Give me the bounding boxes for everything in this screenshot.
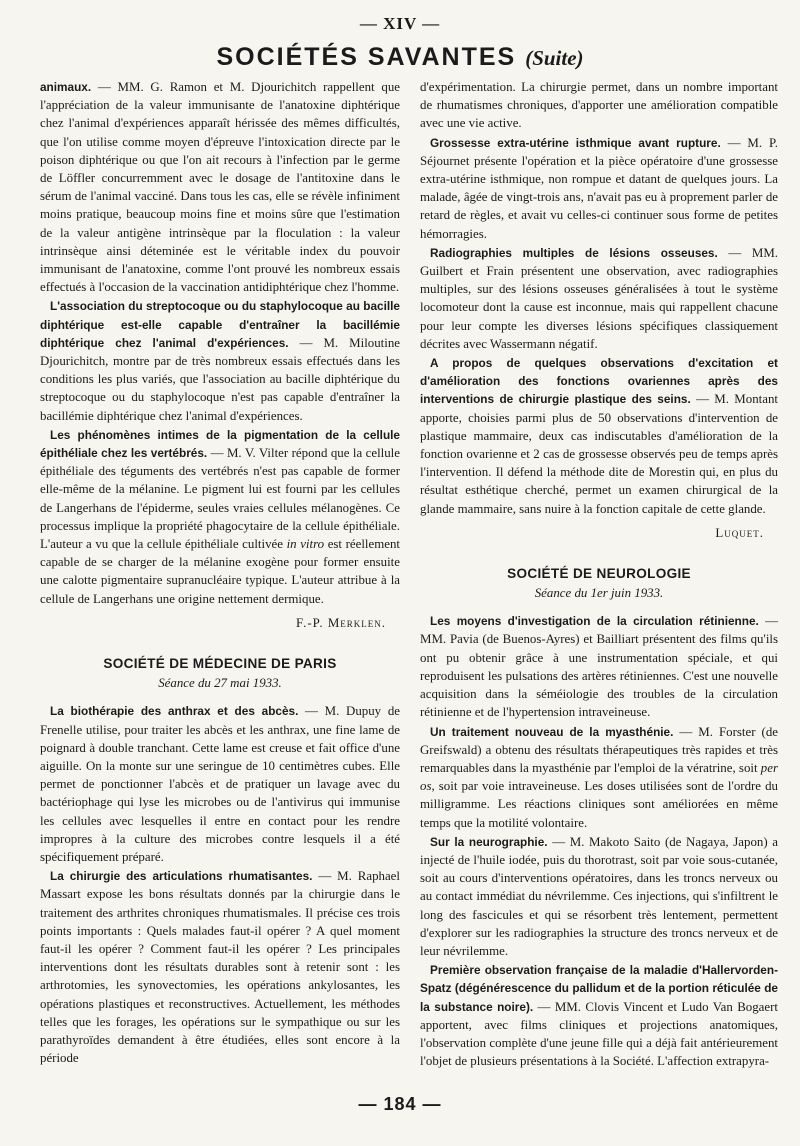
section-date: Séance du 27 mai 1933. [158,676,282,691]
article-paragraph: Radiographies multiples de lésions osseuses. — MM. Guilbert et Frain présentent une observation, avec radiographies multiples, sur des lésions osseuses généralisées à tout le système locomoteur dont la cause est inconnue, mais qui rappellent chacune pour leur compte les diverses lésions spécifiques classiquement décrites avec Wassermann négatif. [420,245,778,351]
article-paragraph: Grossesse extra-utérine isthmique avant rupture. — M. P. Séjournet présente l'opération et la pièce opératoire d'une grossesse extra-utérine isthmique, non rompue et datant de quelques jours. La malade, âgée de vingt-trois ans, n'avait pas eu à proprement parler de retard de règles, et avait vu celles-ci continuer sous forme de petites hémorragies. [420,135,778,241]
article-paragraph: Un traitement nouveau de la myasthénie. — M. Forster (de Greifswald) a obtenu des résultats thérapeutiques très rapides et très remarquables dans la myasthénie par l'emploi de la vératrine, soit per os, soit par voie intraveineuse. Les doses utilisées sont de l'ordre du milligramme. Les réactions cliniques sont améliorées en même temps que la motilité volontaire. [420,724,778,830]
author-signature: Luquet. [715,525,764,540]
article-paragraph: Les phénomènes intimes de la pigmentation de la cellule épithéliale chez les vertébrés. — M. V. Vilter répond que la cellule épithéliale des téguments des vertébrés n'est pas capable de former elle-même de la mélanine. Le pigment lui est fourni par les cellules de Langerhans de l'épiderme, seules vraies cellules mélanogènes. Ce processus implique la propriété phagocytaire de la cellule épithéliale. L'auteur a vu que la cellule épithéliale cultivée in vitro est réellement capable de se charger de la mélanine exogène pour former ensuite une calotte pigmentaire supranucléaire typique. L'auteur attribue à la cellule de Langerhans une origine nettement dermique. [40,427,401,606]
page-number: — 184 — [358,1094,442,1114]
section-date: Séance du 1er juin 1933. [534,586,664,601]
article-paragraph: A propos de quelques observations d'excitation et d'amélioration des fonctions ovariennes après des interventions de chirurgie plastique des seins. — M. Montant apporte, choisies parmi plus de 50 observations d'intervention de plastique mammaire, deux cas indiscutables d'amélioration de la fonction ovarienne et 2 cas de grossesse observés peu de temps après l'intervention. Il défend la méthode dite de Morestin qui, en plus du résultat esthétique cherché, permet un examen chirurgical de la glande mammaire, sans nuire à la fonction capitale de cette glande. [420,356,778,516]
article-paragraph: La biothérapie des anthrax et des abcès. — M. Dupuy de Frenelle utilise, pour traiter les abcès et les anthrax, une fine lame de poignard à double tranchant. Cette lame est creuse et fait office d'une aiguille. On la monte sur une seringue de 10 centimètres cubes. Elle permet de ponctionner l'abcès et de pratiquer un lavage avec du bactériophage qui lyse les microbes ou de l'antivirus qui immunise les cellules avec lesquelles il entre en contact pour les rendre impropres à la culture des microbes contre lesquels il a été spécifiquement préparé. [40,704,400,864]
article-paragraph: Première observation française de la maladie d'Hallervorden-Spatz (dégénérescence du pallidum et de la portion réticulée de la substance noire). — MM. Clovis Vincent et Ludo Van Bogaert apportent, avec films cliniques et projections anatomiques, l'observation complète d'une jeune fille qui a déjà fait antérieurement l'objet de plusieurs présentations à la Société. L'affection extrapyra- [420,963,778,1069]
article-paragraph: La chirurgie des articulations rhumatisantes. — M. Raphael Massart expose les bons résultats donnés par la chirurgie dans le traitement des arthrites chroniques rhumatismales. Il précise ces trois points importants : Quels malades faut-il opérer ? A quel moment faut-il les opérer ? Comment faut-il les opérer ? Les principales interventions dont les résultats durables sont à retenir sont : les arthrotomies, les synovectomies, les opérations ankylosantes, les opérations plastiques et reconstructives. Actuellement, les méthodes telles que les forages, les opérations sur le sympathique ou sur les parathyroïdes demandent à être étudiées, elles sont encore à la période [40,869,400,1066]
article-paragraph: d'expérimentation. La chirurgie permet, dans un nombre important de rhumatismes chroniques, d'apporter une amélioration compatible avec une vie active. [420,80,778,131]
article-paragraph: L'association du streptocoque ou du staphylocoque au bacille diphtérique est-elle capable d'entraîner la bacillémie diphtérique chez l'animal d'expériences. — M. Miloutine Djourichitch, montre par de très nombreux essais effectués dans les conditions les plus variés, que l'association au bacille diphtérique du streptocoque ou du staphylocoque n'est pas capable d'entraîner la bacillémie diphtérique chez l'animal d'expériences. [40,299,400,423]
left-column [40,78,400,1067]
article-paragraph: Sur la neurographie. — M. Makoto Saito (de Nagaya, Japon) a injecté de l'huile iodée, puis du thorotrast, soit par voie sous-cutanée, soit au cours d'interventions opératoires, dans les troncs nerveux ou au contact immédiat du névrilemme. Ces injections, qui s'infiltrent le long des fascicules et qui se résorbent très lentement, permettent d'explorer sur les radiographies la structure des troncs nerveux et de leur névrilemme. [420,834,779,958]
header-title: SOCIÉTÉS SAVANTES [216,43,517,71]
article-paragraph: animaux. — MM. G. Ramon et M. Djourichitch rappellent que l'appréciation de la valeur immunisante de l'anatoxine diphtérique chez l'animal d'expériences apparaît hérissée des mêmes difficultés, que l'on utilise comme moyen d'épreuve l'intoxication directe par le poison diphtérique ou que l'on ait recours à l'infection par le germe de Löffler concurremment avec le dosage de l'antitoxine dans le sérum de l'animal vacciné. Dans tous les cas, elle se révèle infiniment moins pratique, beaucoup moins fine et moins sûre que l'estimation de la valeur antigène intrinsèque par la floculation : la valeur intrinsèque ainsi déteminée est le véritable index du pouvoir immunisant de l'anatoxine, comme l'ont prouvé les nombreux essais effectués à l'occasion de la vaccination antidiphtérique chez l'homme. [40,80,400,295]
author-signature: F.-P. Merklen. [295,615,386,630]
section-title: SOCIÉTÉ DE MÉDECINE DE PARIS [103,656,337,672]
right-column [420,78,778,1070]
article-paragraph: Les moyens d'investigation de la circulation rétinienne. — MM. Pavia (de Buenos-Ayres) et Bailliart présentent des films qu'ils ont pu obtenir grâce à une instrumentation spéciale, et qui reproduisent les pulsations des artères rétiniennes. C'est une nouvelle acquisition dans la séméiologie des troubles de la circulation rétinienne et de l'hypertension intraveineuse. [420,614,778,720]
page-header [0,42,800,73]
page-marker: — XIV — [359,14,441,33]
section-title: SOCIÉTÉ DE NEUROLOGIE [507,566,691,582]
header-suite: (Suite) [525,46,584,70]
